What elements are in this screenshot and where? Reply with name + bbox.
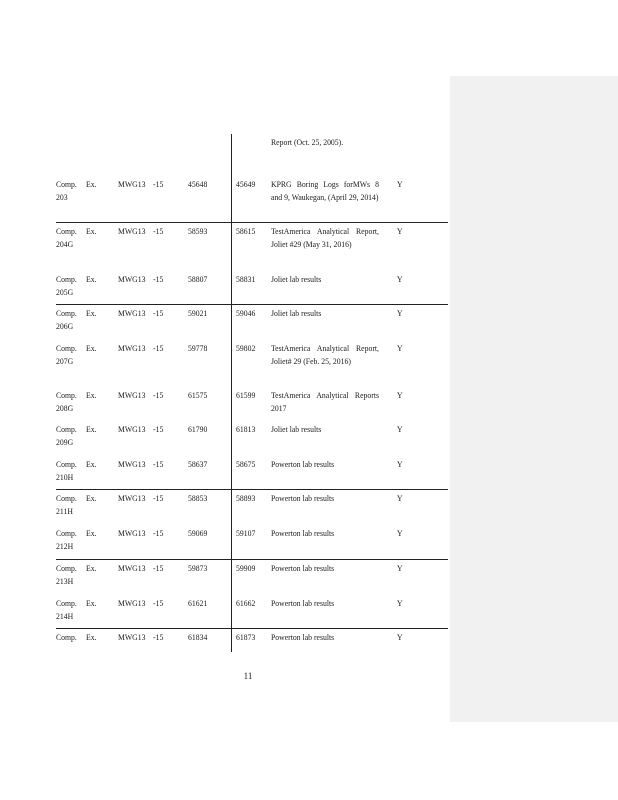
cell-ex: Ex. bbox=[86, 459, 97, 469]
cell-begin: 58807 bbox=[188, 274, 208, 284]
cell-doc: MWG13 bbox=[118, 459, 146, 469]
cell-begin: 58593 bbox=[188, 226, 208, 236]
cell-ex: Ex. bbox=[86, 632, 97, 642]
exhibit-label: Comp. 214H bbox=[56, 598, 77, 621]
cell-description: Powerton lab results bbox=[271, 632, 335, 642]
cell-ex: Ex. bbox=[86, 493, 97, 503]
cell-flag: Y bbox=[397, 459, 403, 469]
cell-begin: 61834 bbox=[188, 632, 208, 642]
cell-ex: Ex. bbox=[86, 528, 97, 538]
cell-begin: 58853 bbox=[188, 493, 208, 503]
cell-description: Powerton lab results bbox=[271, 598, 335, 608]
cell-flag: Y bbox=[397, 343, 403, 353]
cell-num: -15 bbox=[153, 528, 164, 538]
cell-description: Powerton lab results bbox=[271, 563, 335, 573]
cell-num: -15 bbox=[153, 179, 164, 189]
exhibit-label: Comp. 213H bbox=[56, 563, 77, 586]
row-separator bbox=[56, 559, 448, 560]
cell-flag: Y bbox=[397, 390, 403, 400]
cell-flag: Y bbox=[397, 632, 403, 642]
cell-flag: Y bbox=[397, 563, 403, 573]
cell-end: 61813 bbox=[236, 424, 256, 434]
cell-doc: MWG13 bbox=[118, 274, 146, 284]
cell-num: -15 bbox=[153, 343, 164, 353]
row-separator bbox=[56, 489, 448, 490]
cell-ex: Ex. bbox=[86, 179, 97, 189]
cell-begin: 59778 bbox=[188, 343, 208, 353]
exhibit-label: Comp. 207G bbox=[56, 343, 77, 366]
cell-num: -15 bbox=[153, 226, 164, 236]
cell-description: Joliet lab results bbox=[271, 424, 322, 434]
column-divider bbox=[231, 134, 232, 652]
cell-description: TestAmerica Analytical Report, Joliet #29 (May 31, 2016) bbox=[271, 226, 379, 249]
cell-num: -15 bbox=[153, 632, 164, 642]
cell-flag: Y bbox=[397, 528, 403, 538]
comment-margin-pane bbox=[450, 76, 618, 722]
cell-flag: Y bbox=[397, 226, 403, 236]
cell-num: -15 bbox=[153, 390, 164, 400]
cell-end: 59909 bbox=[236, 563, 256, 573]
cell-num: -15 bbox=[153, 459, 164, 469]
cell-doc: MWG13 bbox=[118, 598, 146, 608]
cell-begin: 58637 bbox=[188, 459, 208, 469]
cell-description: Powerton lab results bbox=[271, 528, 335, 538]
cell-ex: Ex. bbox=[86, 274, 97, 284]
cell-ex: Ex. bbox=[86, 424, 97, 434]
cell-flag: Y bbox=[397, 308, 403, 318]
cell-doc: MWG13 bbox=[118, 632, 146, 642]
cell-flag: Y bbox=[397, 598, 403, 608]
exhibit-label: Comp. 204G bbox=[56, 226, 77, 249]
cell-flag: Y bbox=[397, 424, 403, 434]
cell-end: 61662 bbox=[236, 598, 256, 608]
exhibit-label: Comp. 210H bbox=[56, 459, 77, 482]
continued-description: Report (Oct. 25, 2005). bbox=[271, 137, 344, 147]
exhibit-label: Comp. 211H bbox=[56, 493, 77, 516]
cell-flag: Y bbox=[397, 493, 403, 503]
cell-begin: 61575 bbox=[188, 390, 208, 400]
cell-begin: 45648 bbox=[188, 179, 208, 189]
cell-begin: 59873 bbox=[188, 563, 208, 573]
cell-ex: Ex. bbox=[86, 343, 97, 353]
cell-doc: MWG13 bbox=[118, 563, 146, 573]
cell-begin: 61621 bbox=[188, 598, 208, 608]
cell-end: 61873 bbox=[236, 632, 256, 642]
exhibit-label: Comp. 206G bbox=[56, 308, 77, 331]
page-number: 11 bbox=[243, 671, 253, 681]
cell-begin: 59021 bbox=[188, 308, 208, 318]
exhibit-label: Comp. 203 bbox=[56, 179, 77, 202]
cell-end: 58615 bbox=[236, 226, 256, 236]
cell-flag: Y bbox=[397, 179, 403, 189]
cell-ex: Ex. bbox=[86, 563, 97, 573]
row-separator bbox=[56, 222, 448, 223]
cell-num: -15 bbox=[153, 598, 164, 608]
cell-doc: MWG13 bbox=[118, 424, 146, 434]
cell-description: KPRG Boring Logs forMWs 8 and 9, Waukegan, (April 29, 2014) bbox=[271, 179, 379, 202]
cell-flag: Y bbox=[397, 274, 403, 284]
cell-doc: MWG13 bbox=[118, 390, 146, 400]
cell-doc: MWG13 bbox=[118, 226, 146, 236]
cell-ex: Ex. bbox=[86, 308, 97, 318]
cell-end: 58831 bbox=[236, 274, 256, 284]
cell-description: Powerton lab results bbox=[271, 493, 335, 503]
cell-description: Powerton lab results bbox=[271, 459, 335, 469]
cell-description: Joliet lab results bbox=[271, 308, 322, 318]
row-separator bbox=[56, 628, 448, 629]
exhibit-label: Comp. 208G bbox=[56, 390, 77, 413]
cell-description: TestAmerica Analytical Report, Joliet# 29 (Feb. 25, 2016) bbox=[271, 343, 379, 366]
cell-end: 59107 bbox=[236, 528, 256, 538]
row-separator bbox=[56, 304, 448, 305]
cell-doc: MWG13 bbox=[118, 528, 146, 538]
cell-description: Joliet lab results bbox=[271, 274, 322, 284]
cell-end: 59046 bbox=[236, 308, 256, 318]
cell-doc: MWG13 bbox=[118, 493, 146, 503]
cell-end: 45649 bbox=[236, 179, 256, 189]
cell-ex: Ex. bbox=[86, 226, 97, 236]
cell-end: 58675 bbox=[236, 459, 256, 469]
cell-end: 58893 bbox=[236, 493, 256, 503]
cell-num: -15 bbox=[153, 563, 164, 573]
cell-description: TestAmerica Analytical Reports 2017 bbox=[271, 390, 379, 413]
cell-end: 59802 bbox=[236, 343, 256, 353]
cell-num: -15 bbox=[153, 308, 164, 318]
cell-begin: 59069 bbox=[188, 528, 208, 538]
cell-num: -15 bbox=[153, 274, 164, 284]
cell-ex: Ex. bbox=[86, 598, 97, 608]
cell-num: -15 bbox=[153, 493, 164, 503]
exhibit-label: Comp. 212H bbox=[56, 528, 77, 551]
exhibit-label: Comp. 209G bbox=[56, 424, 77, 447]
cell-num: -15 bbox=[153, 424, 164, 434]
cell-doc: MWG13 bbox=[118, 179, 146, 189]
exhibit-label: Comp. bbox=[56, 632, 77, 642]
cell-end: 61599 bbox=[236, 390, 256, 400]
cell-doc: MWG13 bbox=[118, 308, 146, 318]
cell-doc: MWG13 bbox=[118, 343, 146, 353]
cell-ex: Ex. bbox=[86, 390, 97, 400]
exhibit-label: Comp. 205G bbox=[56, 274, 77, 297]
cell-begin: 61790 bbox=[188, 424, 208, 434]
